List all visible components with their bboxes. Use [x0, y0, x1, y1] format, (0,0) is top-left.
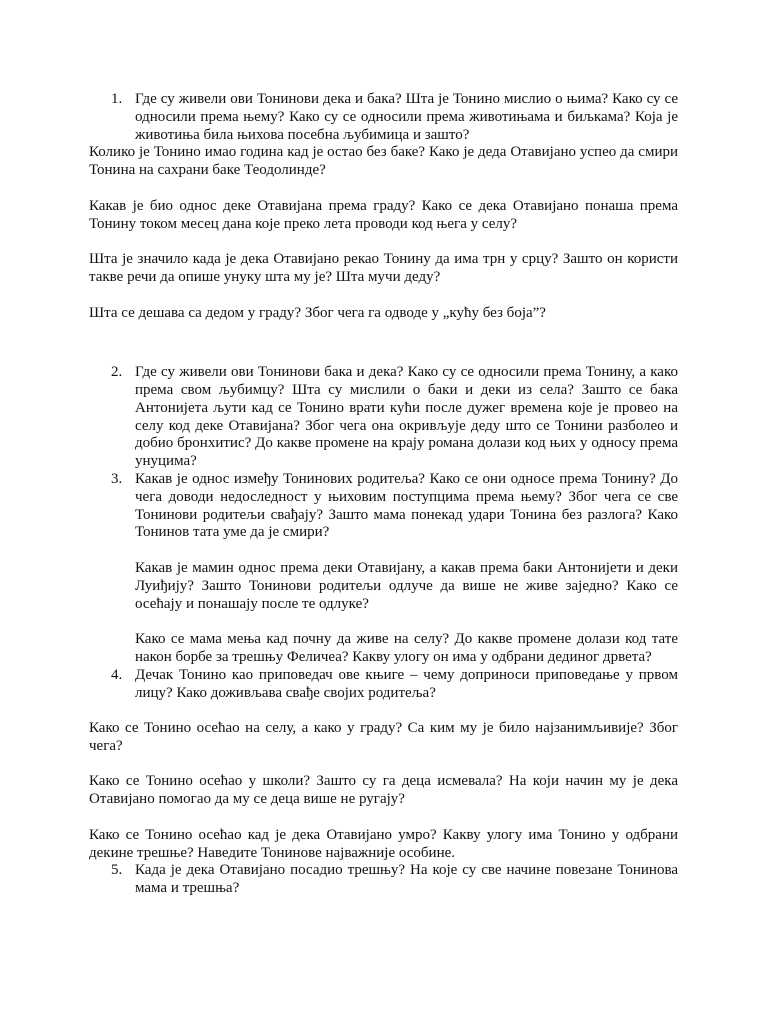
question-number: 5. — [111, 862, 123, 879]
question-text: Какав је однос између Тонинових родитеља? Како се они односе према Тонину? До чега доводи недоследност у њиховим поступцима према њему? Због чега се све Тонинови родитељи свађају? Зашто мама понекад удари Тонина без разлога? Како Тонинов тата уме да је смири? — [135, 470, 678, 541]
question-item-2 — [89, 364, 678, 471]
paragraph: Како се Тонино осећао кад је дека Отавијано умро? Какву улогу има Тонино у одбрани декине трешње? Наведите Тонинове најважније особине. — [89, 826, 678, 861]
question-text: Када је дека Отавијано посадио трешњу? На које су све начине повезане Тонинова мама и трешња? — [135, 862, 678, 897]
question-item-3 — [89, 471, 678, 667]
question-item-4 — [89, 667, 678, 703]
paragraph: Шта се дешава са дедом у граду? Због чега га одводе у „кућу без боја”? — [89, 304, 546, 321]
paragraph: Какав је био однос деке Отавијана према граду? Како се дека Отавијано понаша према Тонину током месец дана које преко лета проводи код њега у селу? — [89, 197, 678, 232]
question-number: 4. — [111, 666, 123, 683]
question-number: 3. — [111, 470, 123, 487]
paragraph: Колико је Тонино имао година кад је остао без баке? Како је деда Отавијано успео да смири Тонина на сахрани баке Теодолинде? — [89, 144, 678, 179]
question-subparagraph: Какав је мамин однос према деки Отавијану, а какав према баки Антонијети и деки Луиђију? Зашто Тонинови родитељи одлуче да више не живе заједно? Како се осећају и понашају после те одлуке? — [135, 559, 678, 612]
question-text: Дечак Тонино као приповедач ове књиге – чему доприноси приповедање у првом лицу? Како доживљава свађе својих родитеља? — [135, 666, 678, 701]
paragraph: Како се Тонино осећао на селу, а како у граду? Са ким му је било најзанимљивије? Због чега? — [89, 720, 678, 754]
question-item-5 — [89, 862, 678, 898]
question-text: Где су живели ови Тонинови бака и дека? Како су се односили према Тонину, а како према свом љубимцу? Шта су мислили о баки и деки из села? Зашто се бака Антонијета љути кад се Тонино врати кући после дужег времена које је провео на селу код деке Отавијана? Због чега она окривљује деду што се Тонини разболео и добио бронхитис? До какве промене на крају романа долази код њих у односу према унуцима? — [135, 364, 678, 470]
question-text: Где су живели ови Тонинови дека и бака? Шта је Тонино мислио о њима? Како су се односили према њему? Како су се односили према животињама и биљкама? Која је животиња била њихова посебна љубимица и зашто? — [135, 91, 678, 143]
question-number: 1. — [111, 91, 123, 107]
question-number: 2. — [111, 364, 123, 381]
question-item-1 — [89, 91, 678, 144]
paragraph: Шта је значило када је дека Отавијано рекао Тонину да има трн у срцу? Зашто он користи такве речи да опише унуку шта му је? Шта мучи деду? — [89, 251, 678, 285]
question-subparagraph: Како се мама мења кад почну да живе на селу? До какве промене долази код тате након борбе за трешњу Феличеа? Какву улогу он има у одбрани дединог дрвета? — [135, 631, 678, 665]
paragraph: Како се Тонино осећао у школи? Зашто су га деца исмевала? На који начин му је дека Отавијано помогао да му се деца више не ругају? — [89, 773, 678, 808]
